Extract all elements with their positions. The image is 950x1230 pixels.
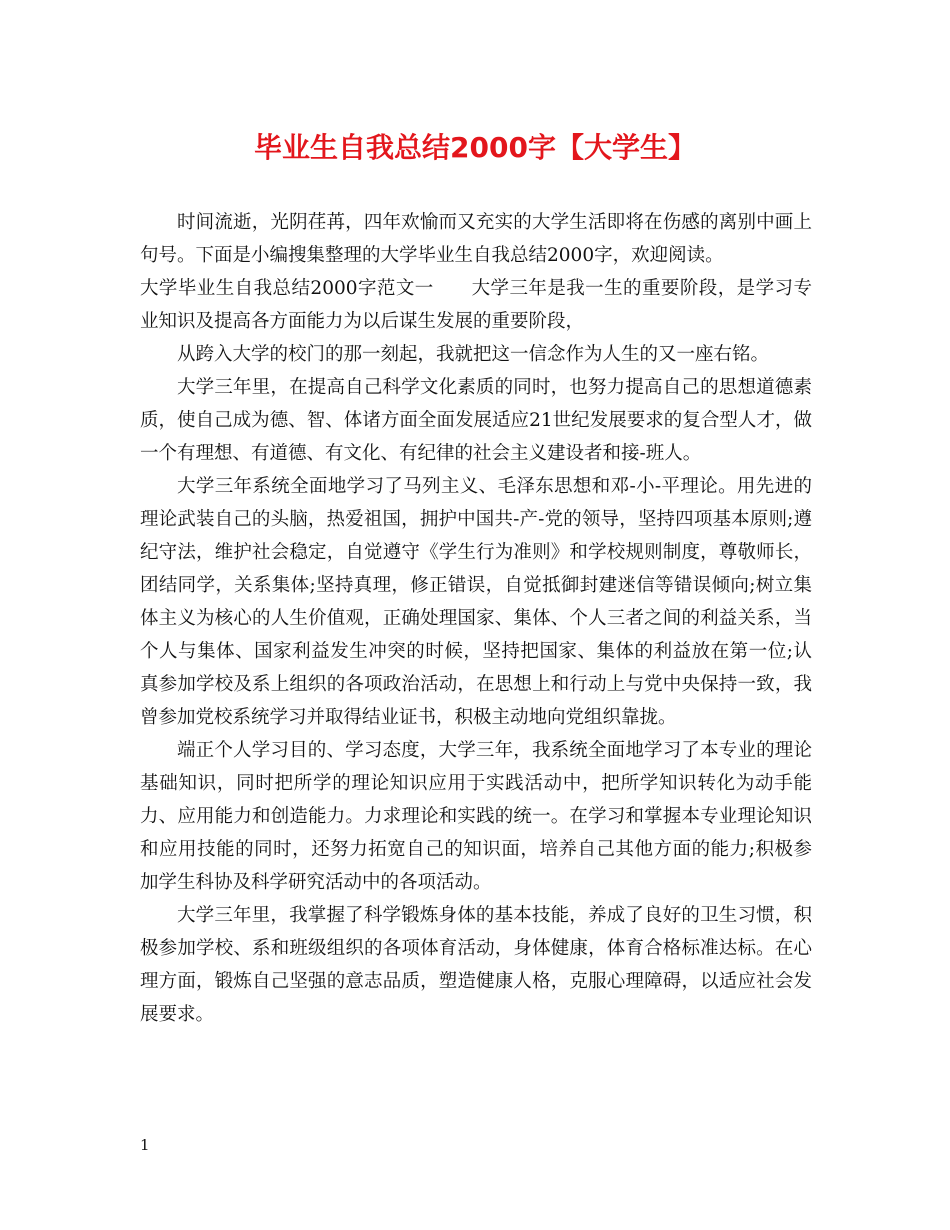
paragraph-political-study: 大学三年系统全面地学习了马列主义、毛泽东思想和邓-小-平理论。用先进的理论武装自己的头脑，热爱祖国，拥护中国共-产-党的领导，坚持四项基本原则;遵纪守法，维护社会稳定，自觉遵守《学生行为准则》和学校规则制度，尊敬师长，团结同学，关系集体;坚持真理，修正错误，自觉抵御封建迷信等错误倾向;树立集体主义为核心的人生价值观，正确处理国家、集体、个人三者之间的利益关系，当个人与集体、国家利益发生冲突的时候，坚持把国家、集体的利益放在第一位;认真参加学校及系上组织的各项政治活动，在思想上和行动上与党中央保持一致，我曾参加党校系统学习并取得结业证书，积极主动地向党组织靠拢。 bbox=[140, 476, 812, 728]
paragraph-physical-health: 大学三年里，我掌握了科学锻炼身体的基本技能，养成了良好的卫生习惯，积极参加学校、系和班级组织的各项体育活动，身体健康，体育合格标准达标。在心理方面，锻炼自己坚强的意志品质，塑造健康人格，克服心理障碍，以适应社会发展要求。 bbox=[140, 905, 812, 1025]
paragraph-section-heading: 大学毕业生自我总结2000字范文一 大学三年是我一生的重要阶段，是学习专业知识及提高各方面能力为以后谋生发展的重要阶段， bbox=[140, 278, 812, 332]
document-body bbox=[140, 206, 812, 1031]
paragraph-moral-quality: 大学三年里，在提高自己科学文化素质的同时，也努力提高自己的思想道德素质，使自己成为德、智、体诸方面全面发展适应21世纪发展要求的复合型人才，做一个有理想、有道德、有文化、有纪律的社会主义建设者和接-班人。 bbox=[140, 377, 812, 464]
paragraph-motto: 从跨入大学的校门的那一刻起，我就把这一信念作为人生的又一座右铭。 bbox=[177, 344, 770, 365]
document-title: 毕业生自我总结2000字【大学生】 bbox=[254, 131, 696, 164]
paragraph-academic-study: 端正个人学习目的、学习态度，大学三年，我系统全面地学习了本专业的理论基础知识，同时把所学的理论知识应用于实践活动中，把所学知识转化为动手能力、应用能力和创造能力。力求理论和实践的统一。在学习和掌握本专业理论知识和应用技能的同时，还努力拓宽自己的知识面，培养自己其他方面的能力;积极参加学生科协及科学研究活动中的各项活动。 bbox=[140, 740, 812, 893]
paragraph-intro: 时间流逝，光阴荏苒，四年欢愉而又充实的大学生活即将在伤感的离别中画上句号。下面是小编搜集整理的大学毕业生自我总结2000字，欢迎阅读。 bbox=[140, 212, 812, 266]
page-number: 1 bbox=[140, 1136, 150, 1154]
